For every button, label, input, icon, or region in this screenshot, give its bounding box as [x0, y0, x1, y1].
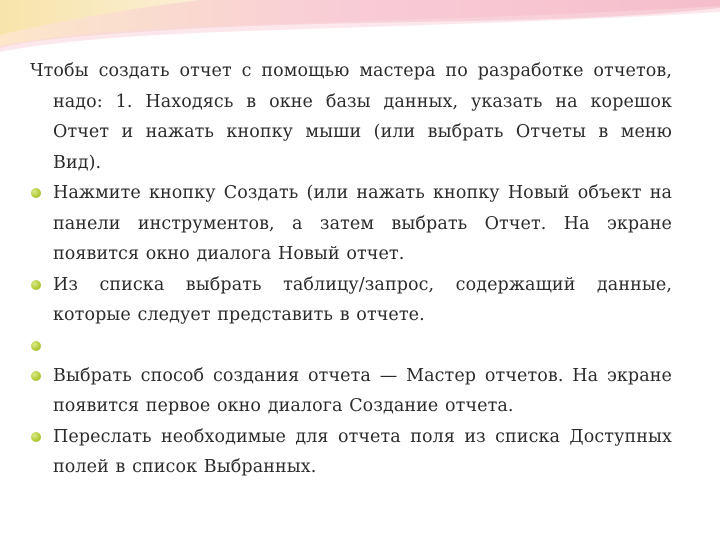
bullet-item-1 [30, 178, 672, 270]
bullet-dot-icon [31, 341, 41, 351]
intro-paragraph: Чтобы создать отчет с помощью мастера по разработке отчетов, надо: 1. Находясь в окне базы данных, указать на корешок Отчет и нажать кнопку мыши (или выбрать Отчеты в меню Вид). [30, 61, 672, 173]
bullet-item-4 [30, 422, 672, 483]
bullet-item-2 [30, 270, 672, 331]
bullet-text: Нажмите кнопку Создать (или нажать кнопку Новый объект на панели инструментов, а затем выбрать Отчет. На экране появится окно диалога Новый отчет. [53, 183, 672, 264]
bullet-text: Из списка выбрать таблицу/запрос, содержащий данные, которые следует представить в отчете. [53, 274, 672, 325]
bullet-dot-icon [31, 371, 41, 381]
bullet-text: Переслать необходимые для отчета поля из списка Доступных полей в список Выбранных. [53, 426, 672, 477]
bullet-item-empty [30, 331, 672, 361]
bullet-text: Выбрать способ создания отчета — Мастер отчетов. На экране появится первое окно диалога Создание отчета. [53, 365, 672, 416]
bullet-dot-icon [31, 188, 41, 198]
bullet-dot-icon [31, 280, 41, 290]
slide-content [30, 56, 672, 483]
bullet-item-3 [30, 361, 672, 422]
header-decoration [0, 0, 720, 64]
bullet-dot-icon [31, 432, 41, 442]
